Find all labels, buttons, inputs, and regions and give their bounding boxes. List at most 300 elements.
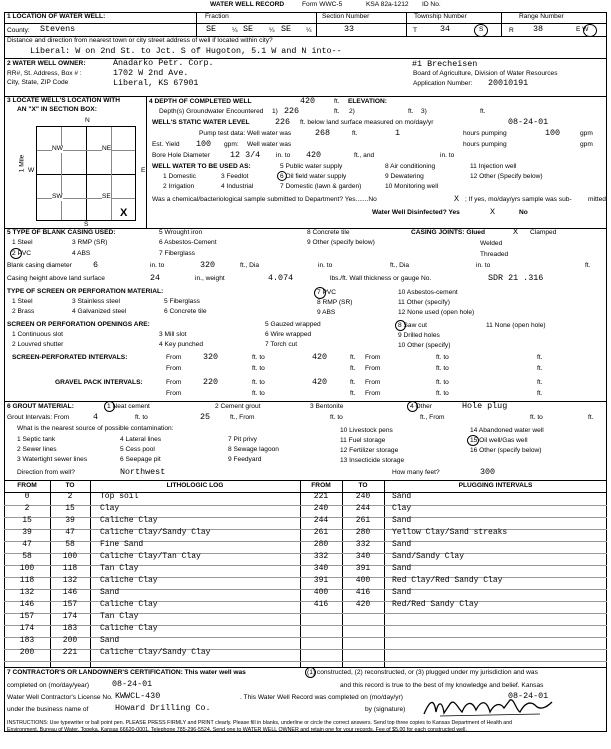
diam-in-to-2: in. to [318,262,333,269]
chem-x: X [454,194,460,204]
casing-5: 5 Wrought iron [159,229,203,236]
diam-label: Blank casing diameter [7,262,72,269]
contam-5: 5 Cess pool [120,446,155,453]
casing-8: 8 Concrete tile [307,229,350,236]
pump-hours-label: hours pumping [463,130,507,137]
yield-gpm-tail: gpm [580,141,593,148]
log-to: 157 [62,600,78,609]
use-4: 4 Industrial [221,183,254,190]
perf-to-label-4: ft. to [436,365,449,372]
city-label: City, State, ZIP Code [7,79,69,86]
business-label: under the business name of [7,706,89,713]
depth-value: 420 [300,96,316,106]
pump-ft: 268 [315,128,331,138]
disinfected-label: Water Well Disinfected? Yes [372,209,460,216]
chem-label: Was a chemical/bacteriological sample submitted to Department? Yes.......No [152,196,377,203]
static-date: 08-24-01 [508,117,549,127]
contam-13: 13 Insecticide storage [340,457,405,464]
grout-ft-to-2: ft. to [330,414,343,421]
plug-to: 416 [355,588,371,597]
opening-10: 10 Other (specify) [398,342,451,349]
opening-2: 2 Louvred shutter [12,341,64,348]
use-11: 11 Injection well [470,163,517,170]
yield-value: 100 [196,139,212,149]
opening-5: 5 Gauzed wrapped [265,321,321,328]
yield-hours: hours pumping [463,141,507,148]
depth-ft: ft. [334,98,340,105]
pump-gpm: 100 [545,128,561,138]
screen-heading: TYPE OF SCREEN OR PERFORATION MATERIAL: [7,288,164,295]
sec2-heading: 2 WATER WELL OWNER: [7,60,86,67]
well-name: #1 Brecheisen [412,59,478,69]
owner-value: Anadarko Petr. Corp. [113,58,214,68]
log-from: 146 [19,600,35,609]
screen-9: 9 ABS [317,309,336,316]
height-label: Casing height above land surface [7,275,105,282]
contam-12: 12 Fertilizer storage [340,447,399,454]
log-from: 118 [19,576,35,585]
gravel-to-label-3: ft. to [252,390,265,397]
log-head-from-2: FROM [311,482,331,489]
log-from: 0 [24,492,30,501]
opening-8: 8 Saw cut [398,322,427,329]
joints-x: X [513,227,519,237]
static-value: 226 [275,117,291,127]
instructions-line-1: INSTRUCTIONS: Use typewriter or ball point pen. PLEASE PRESS FIRMLY and PRINT clearly. Please fill in blanks, underline or circle the correct answers. Send top three copies to Kansas Department of Health and [7,720,513,726]
gravel-to-label: ft. to [252,379,265,386]
sec5-heading: 5 TYPE OF BLANK CASING USED: [7,229,116,236]
signature-label: by (signature) [365,706,406,713]
log-to: 2 [67,492,73,501]
grout-4-circle [407,401,418,412]
grout-3: 3 Bentonite [310,403,344,410]
casing-3: 3 RMP (SR) [72,239,108,246]
static-tail: ft. below land surface measured on mo/day/yr [300,119,434,126]
bore-in-to-2: in. to [440,152,455,159]
plug-from: 332 [313,552,329,561]
log-from: 58 [22,552,32,561]
log-litho: Top soil [100,492,139,501]
gauge-value: SDR 21 .316 [488,273,544,283]
log-litho: Tan Clay [100,612,139,621]
use-8: 8 Air conditioning [385,163,436,170]
gravel-to: 420 [312,377,328,387]
plug-to: 240 [355,492,371,501]
grid-south: S [84,221,89,228]
plug-from: 244 [313,516,329,525]
contam-16: 16 Other (specify below) [470,447,542,454]
use-6: 6 Oil field water supply [280,173,347,180]
completed-label: completed on (mo/day/year) [7,682,90,689]
log-to: 132 [62,576,78,585]
joints-welded: Welded [480,240,503,247]
ew-value: E W [576,26,589,33]
plug-to: 244 [355,504,371,513]
perf-from-label-3: From [166,365,182,372]
log-to: 200 [62,636,78,645]
screen-3: 3 Stainless steel [72,298,121,305]
perf-to-label-3: ft. to [252,365,265,372]
quarter-mark-3: ¼ [306,27,312,34]
gravel-from-label-3: From [166,390,182,397]
contam-14: 14 Abandoned water well [470,427,544,434]
grout-ft-end: ft. [588,414,594,421]
plug-desc: Sand [392,492,412,501]
contam-1: 1 Septic tank [17,436,56,443]
perf-from-label: From [166,354,182,361]
board-label: Board of Agriculture, Division of Water Resources [413,70,558,77]
gw3-num: 3) [421,108,427,115]
gravel-to-label-2: ft. to [436,379,449,386]
contam-8: 8 Sewage lagoon [228,446,279,453]
app-label: Application Number: [413,80,473,87]
pump-label: Pump test data: Well water was [199,130,292,137]
perf-ft: ft. [350,354,356,361]
sec3-heading: 3 LOCATE WELL'S LOCATION WITH [7,97,121,104]
plug-from: 400 [313,588,329,597]
diam-in-to-3: in. to [476,262,491,269]
bore-to: 420 [306,150,322,160]
joints-clamped: Clamped [530,229,557,236]
log-to: 183 [62,624,78,633]
sec1-heading: 1 LOCATION OF WATER WELL: [7,13,106,20]
record-tail: and this record is true to the best of my knowledge and belief. Kansas [340,682,544,689]
pump-after: 1 [395,128,401,138]
gravel-from-label: From [166,379,182,386]
perf-to-label-2: ft. to [436,354,449,361]
gw2-num: 2) [349,108,355,115]
plug-desc: Sand [392,564,412,573]
plug-from: 391 [313,576,329,585]
opening-8-circle [395,320,406,331]
chem-mitted: mitted [588,196,606,203]
perf-to: 420 [312,352,328,362]
yield-gpm: gpm: [224,141,239,148]
contam-6: 6 Seepage pit [120,456,161,463]
bore-label: Bore Hole Diameter [152,152,210,159]
log-to: 174 [62,612,78,621]
plug-to: 261 [355,516,371,525]
section-value: 33 [344,24,355,34]
grout-4: 4 Other [410,403,432,410]
grout-intervals-label: Grout Intervals: From [7,414,70,421]
perf-ft-4: ft. [537,365,543,372]
gw1-ft: ft. [334,108,340,115]
log-to: 39 [65,516,75,525]
diam-ft-end: ft. [585,262,591,269]
casing-6: 6 Asbestos-Cement [159,239,217,246]
grout-1: 1 Neat cement [107,403,150,410]
grout-ft-from: ft., From [230,414,255,421]
gravel-label: GRAVEL PACK INTERVALS: [55,379,143,386]
perf-from: 320 [203,352,219,362]
plug-to: 420 [355,600,371,609]
log-litho: Caliche Clay [100,624,158,633]
grid-sw: SW [52,193,63,200]
log-litho: Caliche Clay/Sandy Clay [100,648,211,657]
t-prefix: T [413,27,418,34]
gravel-from-label-4: From [365,390,381,397]
contam-3: 3 Watertight sewer lines [17,456,88,463]
log-head-to: TO [65,482,75,489]
pump-gpm-label: gpm [580,130,593,137]
quarter-mark-1: ¼ [232,27,238,34]
screen-10: 10 Asbestos-cement [398,289,458,296]
use-10: 10 Monitoring well [385,183,439,190]
bore-and: ft., and [354,152,375,159]
township-value: 34 [440,24,451,34]
weight-value: 4.074 [268,273,294,283]
township-label: Township Number [414,13,467,20]
static-label: WELL'S STATIC WATER LEVEL [152,119,250,126]
log-litho: Fine Sand [100,540,144,549]
casing-1: 1 Steel [12,239,33,246]
perf-from-label-2: From [365,354,381,361]
plug-desc: Sand/Sandy Clay [392,552,465,561]
plug-from: 340 [313,564,329,573]
gw3-ft: ft. [480,108,486,115]
weight-label: in., weight [195,275,225,282]
opening-9: 9 Drilled holes [398,332,440,339]
log-to: 15 [65,504,75,513]
perf-ft-3: ft. [350,365,356,372]
pump-ft-label: ft. [352,130,358,137]
completed-date: 08-24-01 [112,679,153,689]
log-head-from: FROM [17,482,37,489]
instructions-line-2: Environment, Bureau of Water, Topeka, Kansas 66620-0001. Telephone 785-296-5524. Send one to WATER WELL OWNER and retain one for your records. Fee of $5.00 for each constructed well. [7,727,467,733]
casing-4: 4 ABS [72,250,91,257]
plug-to: 391 [355,564,371,573]
diam-value: 6 [93,260,99,270]
log-from: 15 [22,516,32,525]
grout-ft-from-2: ft., From [420,414,445,421]
county-value: Stevens [40,24,76,34]
openings-heading: SCREEN OR PERFORATION OPENINGS ARE: [7,321,150,328]
grout-4-value: Hole plug [462,401,508,411]
gw-label: Depth(s) Groundwater Encountered [159,108,264,115]
id-label: ID No. [422,1,441,8]
log-from: 100 [19,564,35,573]
gravel-from-label-2: From [365,379,381,386]
log-from: 157 [19,612,35,621]
plug-from: 261 [313,528,329,537]
contam-11: 11 Fuel storage [340,437,386,444]
gw1-value: 226 [284,106,300,116]
log-litho: Caliche Clay [100,516,158,525]
app-number: 20010191 [488,78,529,88]
contam-10: 10 Livestock pens [340,427,393,434]
section-grid [36,126,136,221]
diam-to: 320 [200,260,216,270]
disinfected-x: X [490,207,496,217]
plug-desc: Red/Red Sandy Clay [392,600,479,609]
use-2: 2 Irrigation [163,183,195,190]
section-label: Section Number [322,13,370,20]
screen-7: 7 PVC [317,289,337,296]
use-12: 12 Other (Specify below) [470,173,543,180]
cert-line1: 7 CONTRACTOR'S OR LANDOWNER'S CERTIFICATION: This water well was [7,669,246,676]
quarter-1: SE [206,24,217,34]
log-to: 146 [62,588,78,597]
grid-se: SE [102,193,111,200]
contam-9: 9 Feedyard [228,456,262,463]
quarter-3: SE [281,24,292,34]
log-litho: Caliche Clay [100,576,158,585]
lbs-label: lbs./ft. Wall thickness or gauge No. [330,275,432,282]
license-value: KWWCL-430 [115,691,161,701]
screen-7-circle [314,287,326,299]
range-label: Range Number [519,13,564,20]
grout-to: 25 [200,412,211,422]
log-from: 39 [22,528,32,537]
contam-4: 4 Lateral lines [120,436,162,443]
plug-from: 280 [313,540,329,549]
feet-label: How many feet? [392,469,440,476]
log-litho: Sand [100,588,120,597]
plug-from: 221 [313,492,329,501]
form-number: Form WWC-5 [302,1,343,8]
gw2-ft: ft. [408,108,414,115]
casing-7: 7 Fiberglass [159,250,195,257]
perf-ft-2: ft. [537,354,543,361]
screen-12: 12 None used (open hole) [398,309,475,316]
screen-1: 1 Steel [12,298,33,305]
use-6-circle [277,171,287,181]
opening-11: 11 None (open hole) [486,322,546,329]
log-to: 47 [65,528,75,537]
plug-desc: Sand [392,516,412,525]
perf-from-label-4: From [365,365,381,372]
gravel-ft-3: ft. [350,390,356,397]
screen-2: 2 Brass [12,308,35,315]
sec6-heading: 6 GROUT MATERIAL: [7,403,74,410]
signature [420,691,565,720]
plug-to: 332 [355,540,371,549]
mile-label: 1 Mile [18,154,26,173]
cert-options: (1) constructed, (2) reconstructed, or (3) plugged under my jurisdiction and was [307,669,538,676]
grid-nw: NW [52,145,63,152]
disinfected-no: No [519,209,528,216]
opening-6: 6 Wire wrapped [265,331,312,338]
county-label: County: [7,27,30,34]
plug-desc: Sand [392,588,412,597]
fraction-label: Fraction [205,13,229,20]
contam-15: 15 Oil well/Gas well [470,437,528,444]
diam-in-to: in. to [150,262,165,269]
business-value: Howard Drilling Co. [115,703,211,713]
perf-to-label: ft. to [252,354,265,361]
joints-label: CASING JOINTS: Glued [411,229,486,236]
constructed-circle [305,667,316,678]
opening-3: 3 Mill slot [159,331,187,338]
record-label: . This Water Well Record was completed on (mo/day/yr) [240,694,403,701]
rr-label: RR#, St. Address, Box # : [7,70,82,77]
height-value: 24 [150,273,161,283]
direction-value: Northwest [120,467,166,477]
log-head-plug: PLUGGING INTERVALS [458,482,533,489]
log-from: 2 [24,504,30,513]
screen-5: 5 Fiberglass [164,298,200,305]
plug-desc: Sand [392,540,412,549]
log-litho: Sand [100,636,120,645]
yield-label: Est. Yield [152,141,180,148]
distance-value: Liberal: W on 2nd St. to Jct. S of Hugoton, 5.1 W and N into-- [30,46,342,56]
log-head-to-2: TO [358,482,368,489]
log-to: 118 [62,564,78,573]
use-9: 9 Dewatering [385,173,424,180]
plug-to: 280 [355,528,371,537]
use-5: 5 Public water supply [280,163,343,170]
opening-7: 7 Torch cut [265,341,298,348]
perf-label: SCREEN-PERFORATED INTERVALS: [12,354,128,361]
use-7: 7 Domestic (lawn & garden) [280,183,362,190]
grid-east: E [141,167,146,174]
license-label: Water Well Contractor's License No. [7,694,113,701]
gravel-ft: ft. [350,379,356,386]
record-date: 08-24-01 [508,691,549,701]
log-litho: Caliche Clay/Tan Clay [100,552,201,561]
plug-to: 340 [355,552,371,561]
log-litho: Caliche Clay [100,600,158,609]
range-value: 38 [533,24,544,34]
log-to: 221 [62,648,78,657]
log-head-litho: LITHOLOGIC LOG [166,482,224,489]
casing-9: 9 Other (specify below) [307,239,375,246]
bore-in-to: in. to [276,152,291,159]
log-to: 58 [65,540,75,549]
r-prefix: R [509,27,514,34]
city-value: Liberal, KS 67901 [113,78,199,88]
plug-desc: Clay [392,504,412,513]
plug-from: 240 [313,504,329,513]
log-from: 132 [19,588,35,597]
ns-value: S [479,26,484,33]
use-label: WELL WATER TO BE USED AS: [152,163,251,170]
joints-threaded: Threaded [480,251,509,258]
location-mark: X [120,207,128,219]
direction-label: Direction from well? [17,469,75,476]
elevation-label: ELEVATION: [348,98,387,105]
yield-wwater: Well water was [247,141,292,148]
chem-tail: ; If yes, mo/day/yrs sample was sub- [465,196,572,203]
grout-1-circle [104,401,115,412]
contam-2: 2 Sewer lines [17,446,57,453]
plug-desc: Red Clay/Red Sandy Clay [392,576,503,585]
grout-from: 4 [93,412,99,422]
log-from: 183 [19,636,35,645]
screen-4: 4 Galvanized steel [72,308,127,315]
quarter-2: SE [243,24,254,34]
contam-label: What is the nearest source of possible contamination: [17,425,174,432]
sec3-subheading: AN "X" IN SECTION BOX: [17,106,97,113]
gravel-to-label-4: ft. to [436,390,449,397]
gravel-ft-2: ft. [537,379,543,386]
address-value: 1702 W 2nd Ave. [113,68,189,78]
gw1-num: 1) [272,108,278,115]
opening-1: 1 Continuous slot [12,331,63,338]
form-title: WATER WELL RECORD [210,1,285,8]
log-from: 200 [19,648,35,657]
distance-label: Distance and direction from nearest town or city street address of well if located within city? [7,37,273,44]
feet-value: 300 [480,467,496,477]
casing-2: 2 PVC [12,250,32,257]
gravel-from: 220 [203,377,219,387]
contam-15-circle [467,435,479,446]
grout-2: 2 Cement grout [215,403,261,410]
ksa-ref: KSA 82a-1212 [366,1,409,8]
use-3: 3 Feedlot [221,173,249,180]
diam-ft-dia-2: ft., Dia [390,262,410,269]
